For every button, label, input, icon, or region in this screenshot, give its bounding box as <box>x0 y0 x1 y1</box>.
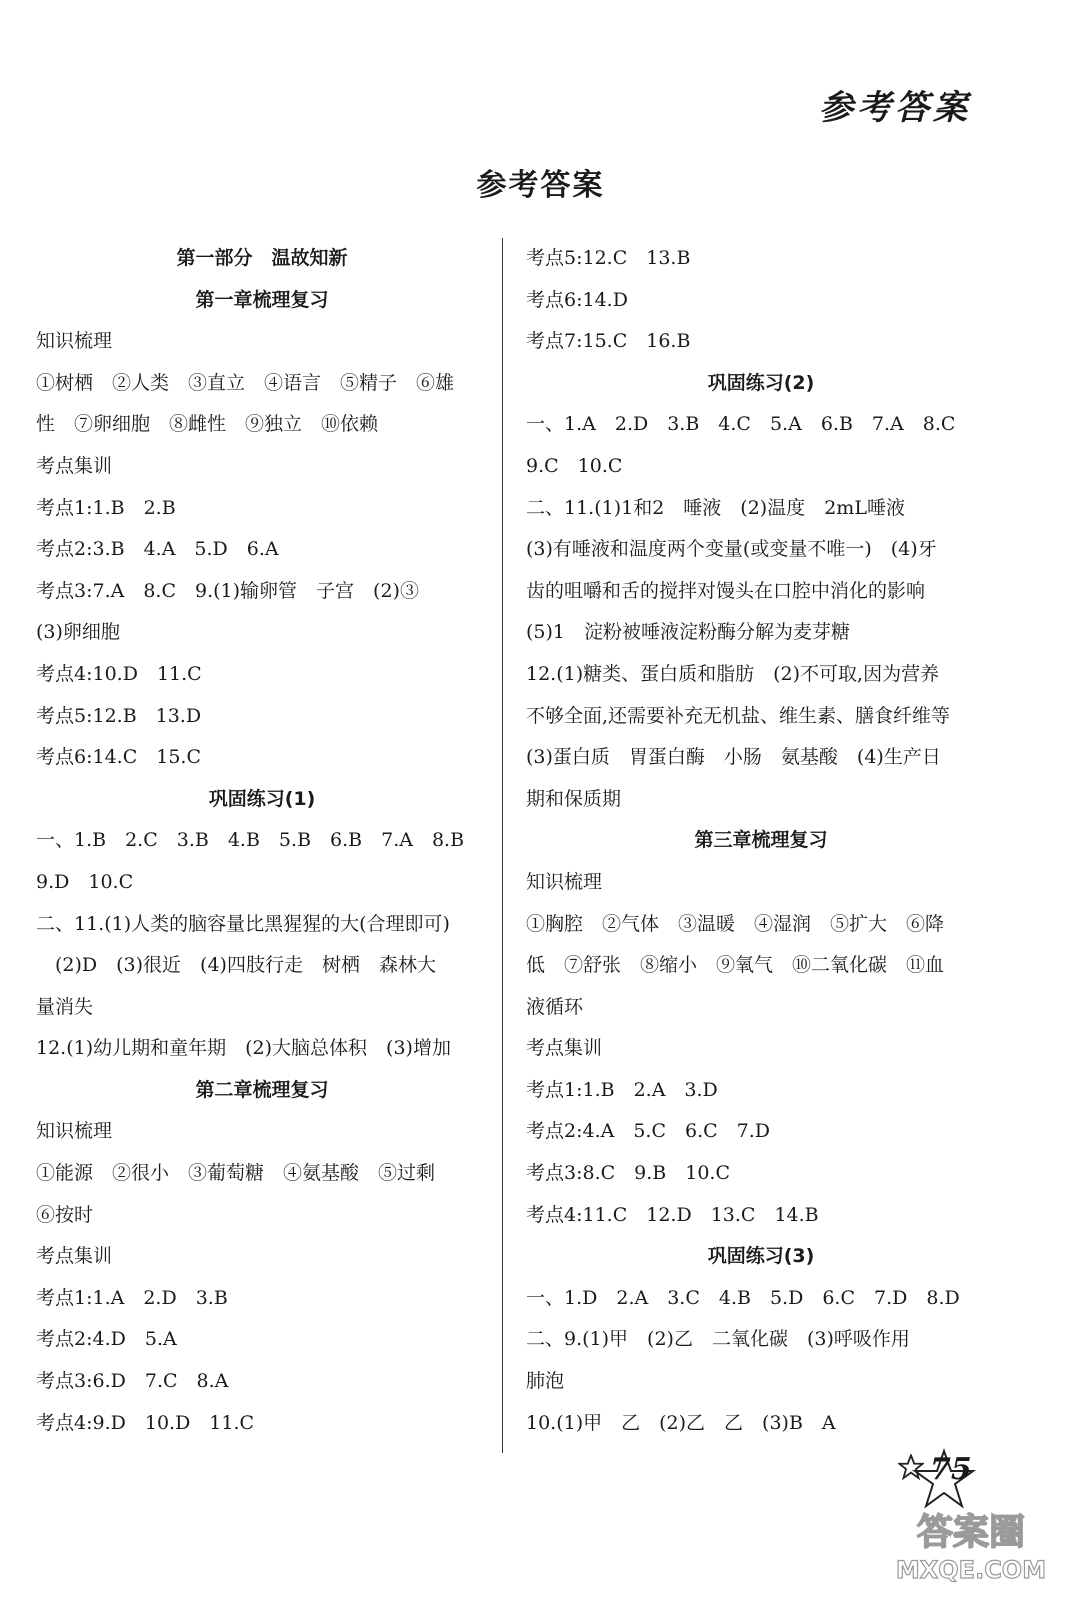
answer-line: 二、9.(1)甲 (2)乙 二氧化碳 (3)呼吸作用 <box>526 1328 910 1351</box>
answer-line: 不够全面,还需要补充无机盐、维生素、膳食纤维等 <box>526 704 951 727</box>
section-heading: 巩固练习(2) <box>707 371 815 394</box>
svg-text:MXQE.COM: MXQE.COM <box>895 1556 1047 1584</box>
answer-line: 12.(1)糖类、蛋白质和脂肪 (2)不可取,因为营养 <box>526 662 940 685</box>
answer-line: 考点3:8.C 9.B 10.C <box>526 1162 730 1185</box>
answer-line: 液循环 <box>526 995 584 1018</box>
answer-line: 考点1:1.A 2.D 3.B <box>36 1286 228 1309</box>
answer-line: 考点5:12.B 13.D <box>36 704 202 727</box>
answer-line: (3)卵细胞 <box>36 621 120 644</box>
subsection-label: 考点集训 <box>36 454 113 477</box>
page-title: 参考答案 <box>476 168 605 203</box>
subsection-label: 考点集训 <box>36 1245 113 1268</box>
answer-line: 低 ⑦舒张 ⑧缩小 ⑨氧气 ⑩二氧化碳 ⑪血 <box>526 954 945 977</box>
answer-line: 齿的咀嚼和舌的搅拌对馒头在口腔中消化的影响 <box>526 579 926 602</box>
answer-line: 一、1.A 2.D 3.B 4.C 5.A 6.B 7.A 8.C <box>526 413 956 436</box>
section-heading: 第一章梳理复习 <box>195 288 329 311</box>
answer-line: 考点4:10.D 11.C <box>36 662 202 685</box>
answer-line: 考点7:15.C 16.B <box>526 330 691 353</box>
subsection-label: 知识梳理 <box>526 870 603 893</box>
answer-line: 考点6:14.D <box>526 288 628 311</box>
answer-line: 考点2:4.D 5.A <box>36 1328 177 1351</box>
answer-line: 二、11.(1)人类的脑容量比黑猩猩的大(合理即可) <box>36 912 450 935</box>
answer-line: (3)有唾液和温度两个变量(或变量不唯一) (4)牙 <box>526 538 937 561</box>
answer-line: (2)D (3)很近 (4)四肢行走 树栖 森林大 <box>36 954 436 977</box>
answer-line: ①胸腔 ②气体 ③温暖 ④湿润 ⑤扩大 ⑥降 <box>526 912 945 935</box>
answer-line: 9.D 10.C <box>36 870 134 893</box>
answer-line: 量消失 <box>36 995 94 1018</box>
answer-line: 考点1:1.B 2.A 3.D <box>526 1078 718 1101</box>
right-column <box>526 238 996 1444</box>
section-heading: 第三章梳理复习 <box>694 829 828 852</box>
watermark-logo <box>886 1502 1056 1586</box>
left-column <box>36 238 488 1444</box>
answer-line: 9.C 10.C <box>526 454 623 477</box>
subsection-label: 考点集训 <box>526 1037 603 1060</box>
answer-line: 考点4:9.D 10.D 11.C <box>36 1411 255 1434</box>
answer-line: 二、11.(1)1和2 唾液 (2)温度 2mL唾液 <box>526 496 905 519</box>
answer-line: (3)蛋白质 胃蛋白酶 小肠 氨基酸 (4)生产日 <box>526 746 941 769</box>
answer-line: 10.(1)甲 乙 (2)乙 乙 (3)B A <box>526 1411 836 1434</box>
page-number: 75 <box>930 1452 972 1487</box>
column-divider <box>502 238 503 1453</box>
subsection-label: 知识梳理 <box>36 330 113 353</box>
answer-line: 考点1:1.B 2.B <box>36 496 176 519</box>
answer-line: 考点6:14.C 15.C <box>36 746 201 769</box>
answer-line: 考点3:6.D 7.C 8.A <box>36 1370 229 1393</box>
answer-line: ①能源 ②很小 ③葡萄糖 ④氨基酸 ⑤过剩 <box>36 1162 436 1185</box>
section-heading: 巩固练习(3) <box>707 1245 815 1268</box>
answer-line: 一、1.B 2.C 3.B 4.B 5.B 6.B 7.A 8.B <box>36 829 465 852</box>
header-tag: 参考答案 <box>819 88 971 128</box>
answer-line: 考点3:7.A 8.C 9.(1)输卵管 子宫 (2)③ <box>36 579 419 602</box>
answer-line: ⑥按时 <box>36 1203 94 1226</box>
section-heading: 巩固练习(1) <box>208 787 316 810</box>
svg-text:答案圈: 答案圈 <box>916 1512 1026 1553</box>
answer-line: 考点2:3.B 4.A 5.D 6.A <box>36 538 279 561</box>
answer-line: 肺泡 <box>526 1370 565 1393</box>
section-heading: 第一部分 温故知新 <box>176 247 348 269</box>
answer-line: 期和保质期 <box>526 787 622 810</box>
answer-line: 12.(1)幼儿期和童年期 (2)大脑总体积 (3)增加 <box>36 1037 451 1060</box>
answer-line: 考点4:11.C 12.D 13.C 14.B <box>526 1203 819 1226</box>
answer-line: 考点2:4.A 5.C 6.C 7.D <box>526 1120 771 1143</box>
answer-line: ①树栖 ②人类 ③直立 ④语言 ⑤精子 ⑥雄 <box>36 371 455 394</box>
section-heading: 第二章梳理复习 <box>195 1078 329 1101</box>
answer-line: 考点5:12.C 13.B <box>526 247 691 269</box>
subsection-label: 知识梳理 <box>36 1120 113 1143</box>
answer-line: (5)1 淀粉被唾液淀粉酶分解为麦芽糖 <box>526 621 851 644</box>
answer-line: 一、1.D 2.A 3.C 4.B 5.D 6.C 7.D 8.D <box>526 1286 960 1309</box>
answer-line: 性 ⑦卵细胞 ⑧雌性 ⑨独立 ⑩依赖 <box>36 413 379 436</box>
